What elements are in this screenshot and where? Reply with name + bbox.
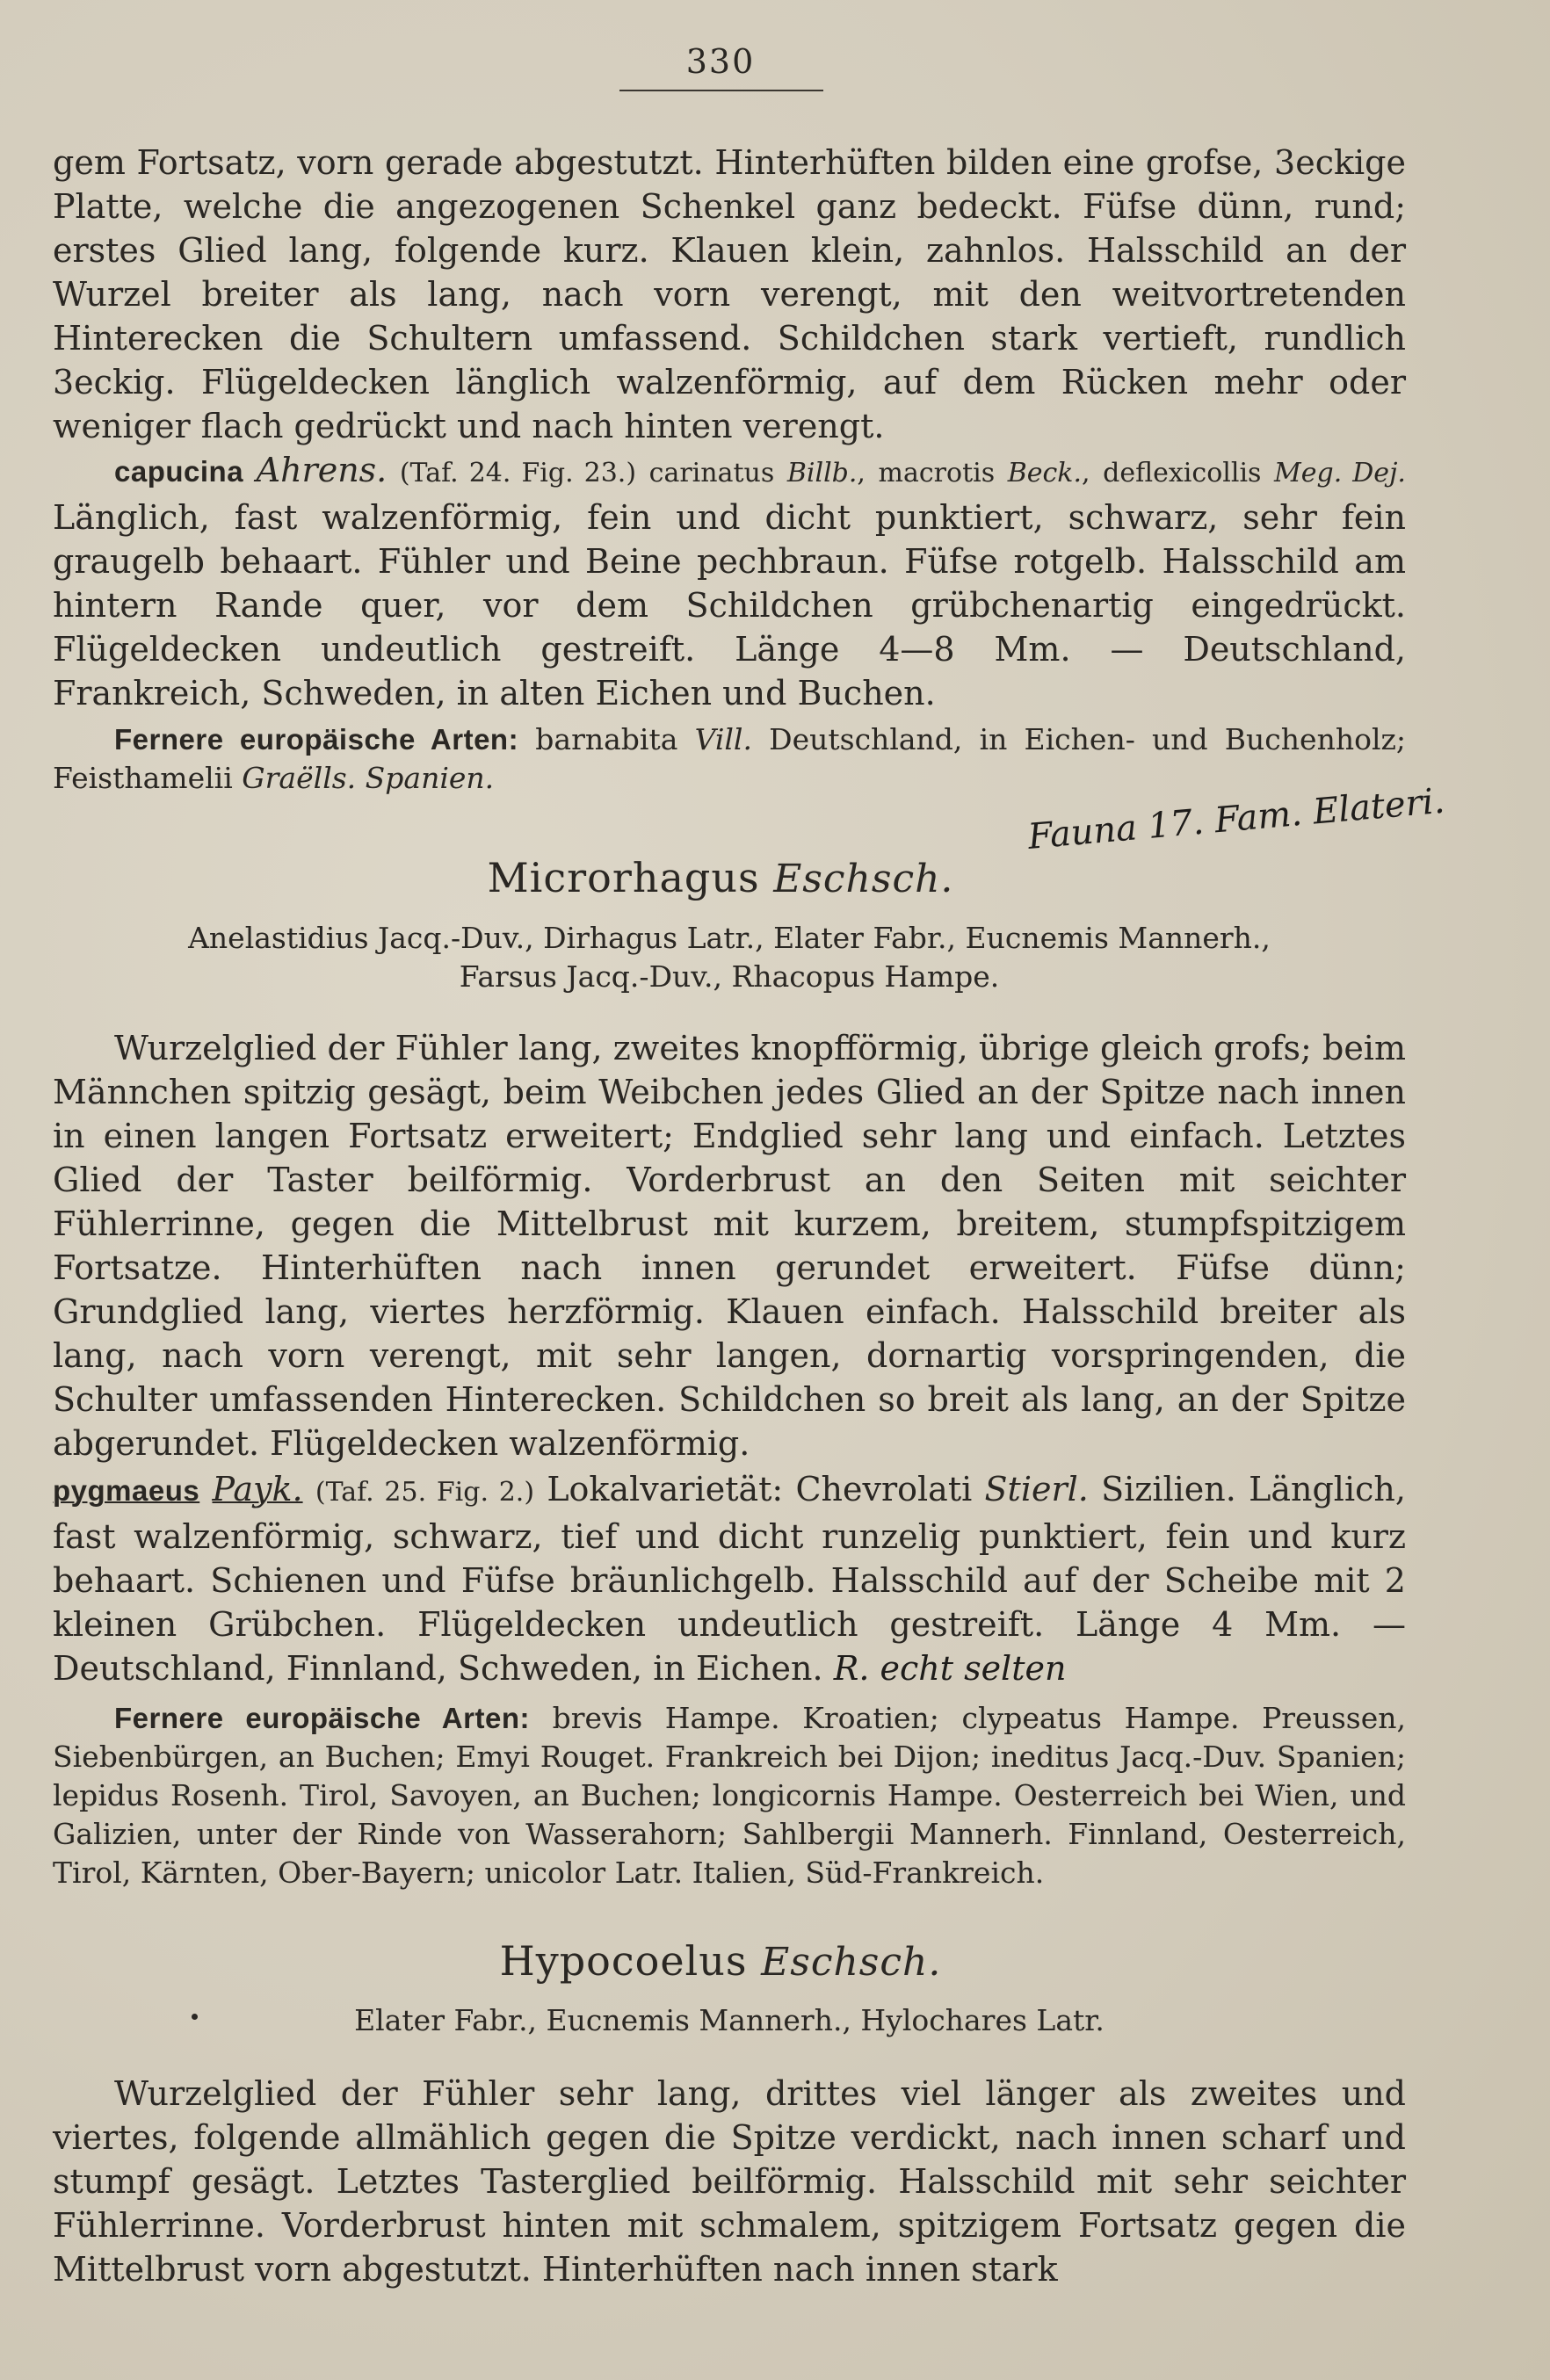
further-species-paragraph: [53, 1699, 1406, 1892]
further-species-list: brevis Hampe. Kroatien; clypeatus Hampe. Preussen, Siebenbürgen, an Buchen; Emyi Rouget. Frankreich bei Dijon; ineditus Jacq.-Duv. Spanien; lepidus Rosenh. Tirol, Savoyen, an Buchen; longicornis Hampe. Oesterreich bei Wien, und Galizien, unter der Rinde von Wasserahorn; Sahlbergii Mannerh. Finnland, Oesterreich, Tirol, Kärnten, Ober-Bayern; unicolor Latr. Italien, Süd-Frankreich.: [53, 1701, 1406, 1890]
page-number: 330: [685, 42, 756, 81]
further-species-author: Vill.: [694, 722, 752, 756]
page-number-rule: [619, 90, 823, 91]
variety-name: Chevrolati: [795, 1470, 973, 1508]
variety-author: Stierl.: [984, 1470, 1089, 1508]
further-species-name: barnabita: [535, 722, 678, 756]
species-description: Länglich, fast walzenförmig, fein und dicht punktiert, schwarz, sehr fein graugelb behaart. Fühler und Beine pechbraun. Füfse rotgelb. Halsschild am hintern Rande quer, vor dem Schildchen grübchenartig eingedrückt. Flügeldecken undeutlich gestreift. Länge 4—8 Mm. — Deutschland, Frankreich, Schweden, in alten Eichen und Buchen.: [53, 498, 1406, 713]
genus-block-hypocoelus: [53, 2072, 1406, 2291]
synonym-author: Beck.: [1007, 458, 1083, 488]
further-species-name: Feisthamelii: [53, 761, 233, 795]
species-author: Payk.: [212, 1470, 303, 1508]
synonym-name: carinatus: [648, 458, 775, 488]
genus-name: Hypocoelus: [499, 1937, 748, 1985]
synonym-name: macrotis: [878, 458, 996, 488]
handwritten-annotation: Fauna 17. Fam. Elateri.: [1025, 780, 1446, 857]
genus-block-microrhagus: [53, 1026, 1406, 1892]
intro-block: [53, 141, 1406, 798]
genus-description: Wurzelglied der Fühler lang, zweites knopfförmig, übrige gleich grofs; beim Männchen spitzig gesägt, beim Weibchen jedes Glied an der Spitze nach innen in einen langen Fortsatz erweitert; Endglied sehr lang und einfach. Letztes Glied der Taster beilförmig. Vorderbrust an den Seiten mit seichter Fühlerrinne, gegen die Mittelbrust mit kurzem, breitem, stumpfspitzigem Fortsatze. Hinterhüften nach innen gerundet erweitert. Füfse dünn; Grundglied lang, viertes herzförmig. Klauen einfach. Halsschild breiter als lang, nach vorn verengt, mit sehr langen, dornartig vorspringenden, die Schulter umfassenden Hinterecken. Schildchen so breit als lang, an der Spitze abgerundet. Flügeldecken walzenförmig.: [53, 1029, 1406, 1463]
variety-label: Lokalvarietät:: [547, 1470, 784, 1508]
plate-reference: (Taf. 25. Fig. 2.): [315, 1477, 535, 1508]
species-description: Länglich, fast walzenförmig, schwarz, tief und dicht runzelig punktiert, fein und kurz behaart. Schienen und Füfse bräunlichgelb. Halsschild auf der Scheibe mit 2 kleinen Grübchen. Flügeldecken undeutlich gestreift. Länge 4 Mm. — Deutschland, Finnland, Schweden, in Eichen.: [53, 1470, 1406, 1688]
synonym-author: Meg. Dej.: [1274, 458, 1406, 488]
variety-location: Sizilien.: [1101, 1470, 1236, 1508]
synonym-author: Billb.: [786, 458, 858, 488]
genus-name: Microrhagus: [487, 854, 760, 901]
further-species-author: Graëlls.: [242, 761, 357, 795]
further-species-location: Deutschland, in Eichen- und Buchenholz;: [769, 722, 1407, 756]
species-name: capucina: [114, 455, 244, 488]
genus-author: Eschsch.: [773, 857, 954, 901]
species-author: Ahrens.: [256, 451, 388, 489]
genus-synonyms-line2: Farsus Jacq.-Duv., Rhacopus Hampe.: [459, 959, 1000, 994]
further-species-location: Spanien.: [365, 761, 495, 795]
species-capucina-paragraph: capucina Ahrens. (Taf. 24. Fig. 23.) carinatus Billb., macrotis Beck., deflexicollis Meg. Dej. Länglich, fast walzenförmig, fein und dicht punktiert, schwarz, sehr fein graugelb behaart. Fühler und Beine pechbraun. Füfse rotgelb. Halsschild am hintern Rande quer, vor dem Schildchen grübchenartig eingedrückt. Flügeldecken undeutlich gestreift. Länge 4—8 Mm. — Deutschland, Frankreich, Schweden, in alten Eichen und Buchen.: [53, 451, 1406, 713]
genus-description: Wurzelglied der Fühler sehr lang, drittes viel länger als zweites und viertes, folgende allmählich gegen die Spitze verdickt, nach innen scharf und stumpf gesägt. Letztes Tasterglied beilförmig. Halsschild mit sehr seichter Fühlerrinne. Vorderbrust hinten mit schmalem, spitzigem Fortsatz gegen die Mittelbrust vorn abgestutzt. Hinterhüften nach innen stark: [53, 2074, 1406, 2289]
further-species-paragraph: [53, 720, 1406, 798]
genus-heading: [0, 1937, 1441, 1985]
further-species-label: Fernere europäische Arten:: [114, 723, 519, 756]
species-name: pygmaeus: [53, 1474, 200, 1507]
genus-heading: [0, 854, 1441, 901]
further-species-label: Fernere europäische Arten:: [114, 1702, 530, 1734]
synonym-name: deflexicollis: [1103, 458, 1262, 488]
species-pygmaeus-paragraph: [53, 1467, 1406, 1690]
genus-synonyms: Elater Fabr., Eucnemis Mannerh., Hylochares Latr.: [354, 2003, 1105, 2037]
continuation-paragraph: gem Fortsatz, vorn gerade abgestutzt. Hinterhüften bilden eine grofse, 3eckige Platte, welche die angezogenen Schenkel ganz bedeckt. Füfse dünn, rund; erstes Glied lang, folgende kurz. Klauen klein, zahnlos. Halsschild an der Wurzel breiter als lang, nach vorn verengt, mit den weitvortretenden Hinterecken die Schultern umfassend. Schildchen stark vertieft, rundlich 3eckig. Flügeldecken länglich walzenförmig, auf dem Rücken mehr oder weniger flach gedrückt und nach hinten verengt.: [53, 143, 1406, 445]
plate-reference: (Taf. 24. Fig. 23.): [399, 458, 637, 488]
genus-author: Eschsch.: [761, 1940, 942, 1985]
genus-synonyms-line1: Anelastidius Jacq.-Duv., Dirhagus Latr., Elater Fabr., Eucnemis Mannerh.,: [188, 921, 1271, 955]
handwritten-annotation: R. echt selten: [833, 1649, 1067, 1688]
